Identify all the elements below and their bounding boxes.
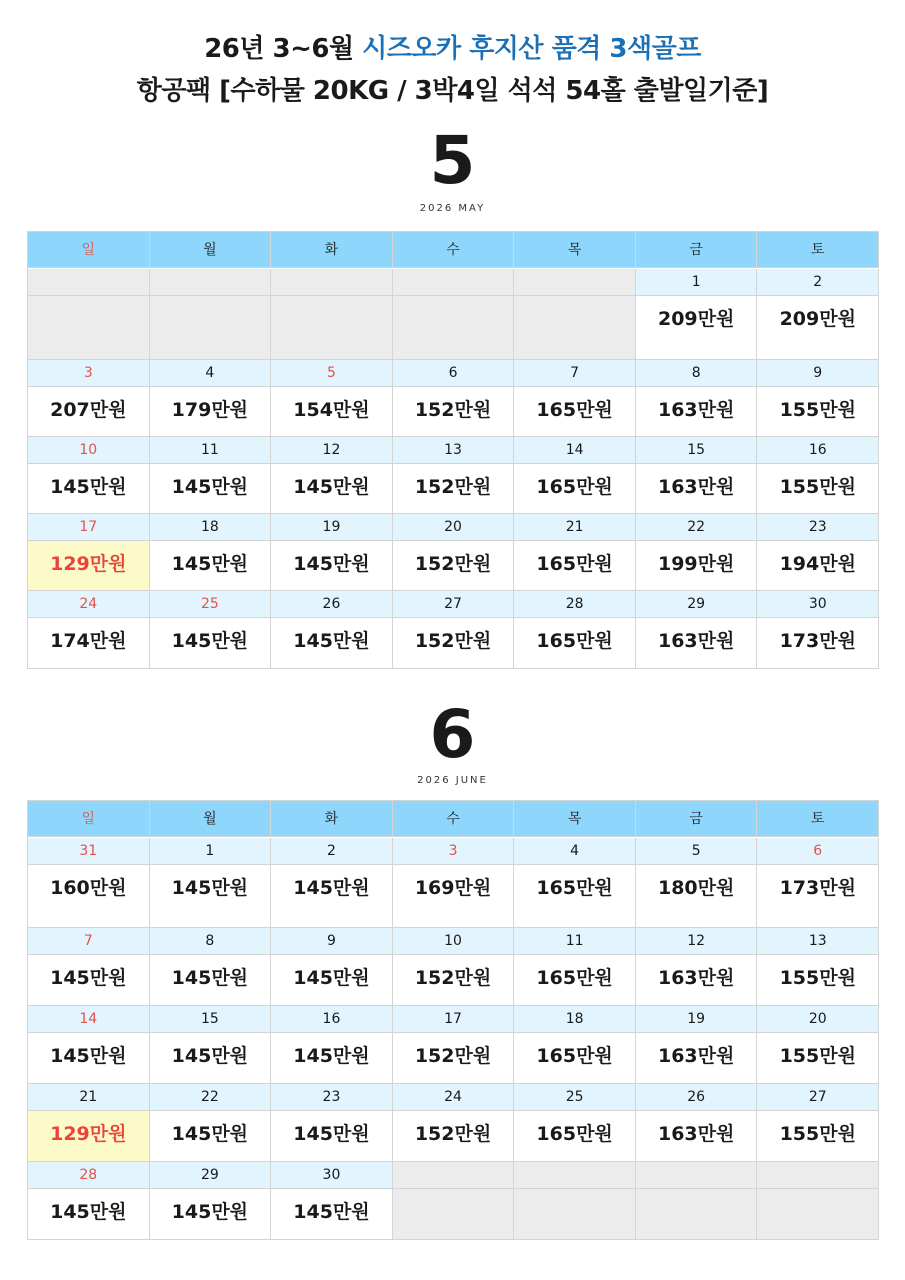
price-text: 163만원: [657, 476, 735, 498]
day-price: [514, 1033, 636, 1084]
day-number: 15: [150, 1006, 272, 1033]
day-number: 6: [757, 838, 879, 865]
date-row: [28, 437, 879, 464]
price-text: 180만원: [657, 877, 735, 899]
day-price: [271, 464, 393, 514]
date-row: [28, 928, 879, 955]
weekday-header-row: [28, 231, 879, 269]
empty-cell: [514, 296, 636, 360]
day-price: [393, 1033, 515, 1084]
price-text: 165만원: [536, 630, 613, 652]
price-text: 173만원: [779, 630, 856, 652]
day-price: [757, 464, 879, 514]
date-row: [28, 1006, 879, 1033]
weekday-header: 월: [150, 231, 272, 268]
date-row: [28, 1084, 879, 1111]
june-month-number: 6: [429, 696, 476, 773]
price-text: 129만원: [50, 553, 127, 575]
price-row: [28, 1111, 879, 1162]
price-text: 155만원: [779, 967, 856, 989]
day-number: 11: [514, 928, 636, 955]
price-text: 163만원: [657, 967, 735, 989]
day-price: [28, 1111, 150, 1162]
price-text: 145만원: [171, 877, 249, 899]
empty-cell: [150, 269, 272, 296]
price-row: [28, 865, 879, 928]
day-price: [514, 464, 636, 514]
day-number: 16: [271, 1006, 393, 1033]
price-text: 145만원: [293, 630, 370, 652]
price-text: 145만원: [50, 1201, 127, 1223]
day-number: 28: [514, 591, 636, 618]
empty-cell: [757, 1189, 879, 1240]
day-number: 18: [514, 1006, 636, 1033]
price-text: 145만원: [171, 1123, 249, 1145]
day-number: 7: [514, 360, 636, 387]
price-text: 145만원: [293, 1123, 370, 1145]
price-text: 145만원: [171, 967, 249, 989]
day-number: 15: [636, 437, 758, 464]
date-row: [28, 360, 879, 387]
day-number: 19: [271, 514, 393, 541]
day-number: 25: [514, 1084, 636, 1111]
price-text: 152만원: [414, 1123, 492, 1145]
price-row: [28, 387, 879, 437]
price-text: 152만원: [414, 399, 492, 421]
day-price: [271, 1189, 393, 1240]
may-month-label: 2026 MAY: [419, 203, 486, 214]
day-price: [393, 464, 515, 514]
day-price: [636, 1033, 758, 1084]
date-row: [28, 591, 879, 618]
day-number: 29: [150, 1162, 272, 1189]
day-price: [393, 1111, 515, 1162]
empty-cell: [271, 296, 393, 360]
day-price: [393, 541, 515, 591]
day-number: 4: [150, 360, 272, 387]
day-price: [636, 618, 758, 669]
weekday-header: 토: [757, 800, 879, 837]
day-number: 31: [28, 838, 150, 865]
weekday-header: 화: [271, 231, 393, 268]
day-number: 19: [636, 1006, 758, 1033]
price-text: 145만원: [50, 967, 127, 989]
weekday-header-row: [28, 800, 879, 838]
day-number: 3: [393, 838, 515, 865]
day-number: 4: [514, 838, 636, 865]
day-price: [150, 955, 272, 1006]
day-price: [757, 955, 879, 1006]
weekday-header: 월: [150, 800, 272, 837]
day-number: 14: [28, 1006, 150, 1033]
price-text: 145만원: [171, 553, 249, 575]
day-number: 10: [28, 437, 150, 464]
day-price: [150, 1189, 272, 1240]
price-text: 145만원: [171, 1045, 249, 1067]
day-number: 1: [636, 269, 758, 296]
day-number: 12: [636, 928, 758, 955]
day-price: [636, 955, 758, 1006]
day-number: 3: [28, 360, 150, 387]
day-price: [636, 541, 758, 591]
date-row: [28, 1162, 879, 1189]
day-price: [150, 387, 272, 437]
june-month-label: 2026 JUNE: [417, 775, 488, 786]
price-text: 179만원: [171, 399, 249, 421]
day-price: [28, 955, 150, 1006]
day-price: [271, 618, 393, 669]
weekday-header: 수: [393, 800, 515, 837]
day-price: [28, 618, 150, 669]
day-price: [150, 1033, 272, 1084]
weekday-header: 일: [28, 800, 150, 837]
day-number: 21: [514, 514, 636, 541]
day-price: [757, 865, 879, 928]
price-text: 152만원: [414, 630, 492, 652]
day-price: [757, 1111, 879, 1162]
price-text: 155만원: [779, 1045, 856, 1067]
may-month-number: 5: [429, 122, 476, 199]
price-text: 155만원: [779, 1123, 856, 1145]
weekday-header: 금: [636, 800, 758, 837]
day-price: [393, 387, 515, 437]
empty-cell: [514, 1162, 636, 1189]
price-text: 145만원: [171, 1201, 249, 1223]
day-number: 9: [757, 360, 879, 387]
price-row: [28, 541, 879, 591]
price-row: [28, 1033, 879, 1084]
price-row: [28, 618, 879, 669]
day-number: 16: [757, 437, 879, 464]
price-row: [28, 1189, 879, 1240]
price-row: [28, 955, 879, 1006]
price-text: 145만원: [293, 1045, 370, 1067]
day-number: 9: [271, 928, 393, 955]
day-number: 30: [271, 1162, 393, 1189]
day-number: 26: [271, 591, 393, 618]
day-number: 29: [636, 591, 758, 618]
empty-cell: [757, 1162, 879, 1189]
weekday-header: 화: [271, 800, 393, 837]
day-price: [271, 1111, 393, 1162]
day-price: [393, 618, 515, 669]
day-number: 13: [393, 437, 515, 464]
price-text: 152만원: [414, 1045, 492, 1067]
day-price: [514, 387, 636, 437]
day-price: [271, 1033, 393, 1084]
empty-cell: [28, 296, 150, 360]
price-text: 165만원: [536, 476, 613, 498]
price-text: 209만원: [779, 308, 856, 330]
price-text: 160만원: [50, 877, 127, 899]
empty-cell: [393, 269, 515, 296]
day-number: 14: [514, 437, 636, 464]
price-text: 194만원: [779, 553, 856, 575]
empty-cell: [514, 1189, 636, 1240]
day-price: [757, 541, 879, 591]
day-price: [636, 464, 758, 514]
day-price: [636, 387, 758, 437]
price-text: 165만원: [536, 1123, 613, 1145]
day-number: 27: [757, 1084, 879, 1111]
day-number: 6: [393, 360, 515, 387]
page-title: [0, 28, 905, 65]
day-number: 23: [757, 514, 879, 541]
day-number: 8: [150, 928, 272, 955]
day-number: 2: [271, 838, 393, 865]
day-number: 5: [271, 360, 393, 387]
empty-cell: [28, 269, 150, 296]
empty-cell: [393, 1189, 515, 1240]
day-price: [150, 618, 272, 669]
day-number: 30: [757, 591, 879, 618]
day-number: 20: [757, 1006, 879, 1033]
price-text: 169만원: [414, 877, 492, 899]
day-price: [150, 464, 272, 514]
day-number: 25: [150, 591, 272, 618]
empty-cell: [393, 296, 515, 360]
day-price: [757, 296, 879, 360]
day-price: [393, 865, 515, 928]
price-text: 154만원: [293, 399, 370, 421]
title-accent: 시즈오카 후지산 품격 3색골프: [362, 34, 701, 64]
day-price: [28, 387, 150, 437]
price-text: 152만원: [414, 967, 492, 989]
price-text: 145만원: [293, 877, 370, 899]
price-text: 155만원: [779, 399, 856, 421]
price-text: 165만원: [536, 877, 613, 899]
price-text: 145만원: [50, 476, 127, 498]
weekday-header: 일: [28, 231, 150, 268]
empty-cell: [636, 1162, 758, 1189]
empty-cell: [271, 269, 393, 296]
day-price: [28, 464, 150, 514]
price-text: 174만원: [50, 630, 127, 652]
price-text: 173만원: [779, 877, 856, 899]
day-price: [636, 1111, 758, 1162]
day-price: [28, 865, 150, 928]
day-price: [150, 865, 272, 928]
price-row: [28, 464, 879, 514]
day-price: [271, 541, 393, 591]
june-calendar: [27, 800, 879, 1240]
date-row: [28, 838, 879, 865]
price-text: 163만원: [657, 1045, 735, 1067]
price-text: 155만원: [779, 476, 856, 498]
day-price: [636, 296, 758, 360]
price-text: 199만원: [657, 553, 735, 575]
day-price: [757, 1033, 879, 1084]
price-text: 207만원: [50, 399, 127, 421]
day-number: 24: [393, 1084, 515, 1111]
empty-cell: [636, 1189, 758, 1240]
price-text: 145만원: [50, 1045, 127, 1067]
day-price: [28, 1189, 150, 1240]
price-text: 145만원: [171, 476, 249, 498]
day-price: [28, 1033, 150, 1084]
weekday-header: 금: [636, 231, 758, 268]
price-text: 129만원: [50, 1123, 127, 1145]
price-text: 145만원: [293, 476, 370, 498]
day-price: [514, 618, 636, 669]
day-number: 10: [393, 928, 515, 955]
day-number: 22: [636, 514, 758, 541]
day-price: [271, 387, 393, 437]
day-price: [393, 955, 515, 1006]
may-calendar: [27, 231, 879, 669]
weekday-header: 토: [757, 231, 879, 268]
weekday-header: 수: [393, 231, 515, 268]
day-number: 5: [636, 838, 758, 865]
day-price: [514, 955, 636, 1006]
day-price: [757, 387, 879, 437]
price-text: 145만원: [293, 967, 370, 989]
day-number: 12: [271, 437, 393, 464]
weekday-header: 목: [514, 231, 636, 268]
day-price: [636, 865, 758, 928]
day-price: [514, 541, 636, 591]
day-price: [271, 865, 393, 928]
price-text: 145만원: [293, 553, 370, 575]
price-text: 165만원: [536, 1045, 613, 1067]
price-text: 145만원: [171, 630, 249, 652]
price-text: 209만원: [657, 308, 735, 330]
day-price: [514, 1111, 636, 1162]
price-text: 163만원: [657, 1123, 735, 1145]
price-text: 152만원: [414, 553, 492, 575]
date-row: [28, 514, 879, 541]
day-number: 13: [757, 928, 879, 955]
empty-cell: [150, 296, 272, 360]
day-price: [757, 618, 879, 669]
day-number: 8: [636, 360, 758, 387]
day-number: 17: [393, 1006, 515, 1033]
price-text: 165만원: [536, 967, 613, 989]
day-number: 23: [271, 1084, 393, 1111]
price-text: 165만원: [536, 399, 613, 421]
day-price: [150, 1111, 272, 1162]
day-number: 2: [757, 269, 879, 296]
day-number: 1: [150, 838, 272, 865]
day-number: 22: [150, 1084, 272, 1111]
day-number: 24: [28, 591, 150, 618]
price-text: 163만원: [657, 399, 735, 421]
day-number: 26: [636, 1084, 758, 1111]
empty-cell: [393, 1162, 515, 1189]
day-number: 20: [393, 514, 515, 541]
day-price: [28, 541, 150, 591]
weekday-header: 목: [514, 800, 636, 837]
price-row: [28, 296, 879, 360]
day-price: [150, 541, 272, 591]
date-row: [28, 269, 879, 296]
price-text: 165만원: [536, 553, 613, 575]
day-number: 21: [28, 1084, 150, 1111]
price-text: 163만원: [657, 630, 735, 652]
day-number: 27: [393, 591, 515, 618]
price-text: 145만원: [293, 1201, 370, 1223]
day-number: 7: [28, 928, 150, 955]
day-price: [514, 865, 636, 928]
price-text: 152만원: [414, 476, 492, 498]
title-prefix: 26년 3~6월: [204, 34, 363, 64]
day-number: 17: [28, 514, 150, 541]
day-number: 28: [28, 1162, 150, 1189]
page-subtitle: 항공팩 [수하물 20KG / 3박4일 석석 54홀 출발일기준]: [136, 76, 769, 106]
empty-cell: [514, 269, 636, 296]
day-price: [271, 955, 393, 1006]
day-number: 18: [150, 514, 272, 541]
day-number: 11: [150, 437, 272, 464]
